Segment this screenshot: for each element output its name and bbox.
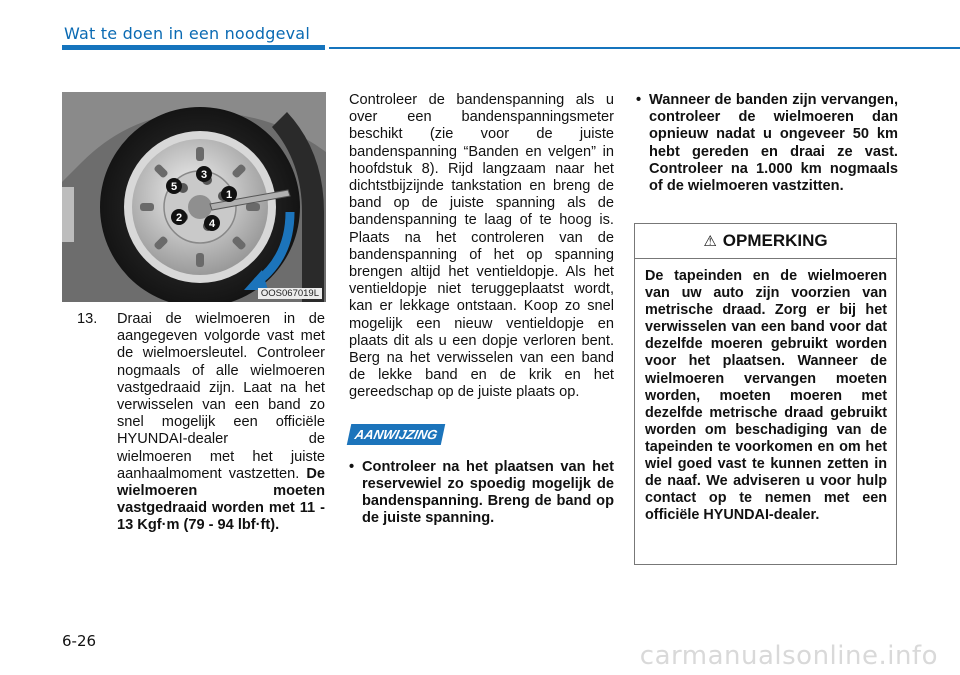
- header-rule-thick: [62, 45, 325, 50]
- lug-number-5: 5: [170, 181, 178, 193]
- section-title: Wat te doen in een noodgeval: [64, 24, 310, 43]
- left-column: [77, 311, 325, 535]
- notice-badge: AANWIJZING: [347, 424, 446, 445]
- header-rule-thin: [329, 47, 960, 49]
- lug-number-2: 2: [175, 212, 183, 224]
- tire-pressure-paragraph: Controleer de bandenspanning als u over een bandenspanningsmeter beschikt (zie voor de juiste bandenspanning “Banden en velgen” in hoofdstuk 8). Rijd langzaam naar het dichtstbijzijnde tankstation en breng de band op de juiste spanning als de bandenspanning te laag of te hoog is. Plaats na het controleren van de bandenspanning of het op spanning brengen altijd het ventieldopje. Als het ventieldopje niet teruggeplaatst wordt, kan er lekkage ontstaan. Koop zo snel mogelijk een nieuw ventieldopje en plaats dit als u een dopje verloren bent. Berg na het verwisselen van een band de lekke band en de krik en het gereedschap op de juiste plaats op.: [349, 92, 614, 401]
- caution-box: [634, 223, 897, 565]
- notice-bullet-text: Controleer na het plaatsen van het reservewiel zo spoedig mogelijk de bandenspanning. Breng de band op de juiste spanning.: [362, 458, 614, 527]
- watermark: carmanualsonline.info: [639, 641, 938, 671]
- step-text-bold: De wielmoeren moeten vastgedraaid worden met 11 - 13 Kgf·m (79 - 94 lbf·ft).: [117, 465, 325, 534]
- step-text: [117, 311, 325, 535]
- bullet-dot: •: [349, 458, 355, 475]
- lug-number-4: 4: [208, 218, 216, 230]
- notice-bullet: [349, 459, 614, 528]
- wheel-drawing: [62, 92, 326, 302]
- page-number: 6-26: [62, 632, 97, 650]
- caution-title: OPMERKING: [722, 231, 828, 250]
- bullet-dot: •: [636, 92, 642, 108]
- step-13: [77, 311, 325, 535]
- right-bullet-text: Wanneer de banden zijn vervangen, controleer de wielmoeren dan opnieuw nadat u ongeveer 50 km hebt gereden en draai ze vast. Controleer na 1.000 km nogmaals of de wielmoeren vastzitten.: [649, 92, 898, 195]
- middle-column: [349, 92, 614, 528]
- figure-code: OOS067019L: [258, 288, 322, 299]
- lug-number-3: 3: [200, 169, 208, 181]
- caution-text: De tapeinden en de wielmoeren van uw auto zijn voorzien van metrische draad. Zorg er bij het verwisselen van een band voor dat dezelfde moeren gebruikt worden voor het plaatsen. Wanneer de wielmoeren vervangen moeten worden, moeten moeren met dezelfde metrische draad gebruikt worden om beschadiging van de tapeinden te voorkomen en om het wiel goed vast te kunnen zetten in de naaf. We adviseren u voor hulp contact op te nemen met een officiële HYUNDAI-dealer.: [645, 268, 887, 524]
- wheel-illustration: [62, 92, 326, 302]
- caution-header: [635, 224, 896, 259]
- warning-icon: ⚠: [703, 233, 717, 250]
- right-column: [636, 92, 898, 195]
- right-bullet: [636, 92, 898, 195]
- lug-number-1: 1: [225, 189, 233, 201]
- step-text-regular: Draai de wielmoeren in de aangegeven volgorde vast met de wielmoersleutel. Controleer nogmaals of alle wielmoeren vastgedraaid zijn. Laat na het verwisselen van een band zo snel mogelijk een officiële HYUNDAI-dealer de wielmoeren met het juiste aanhaalmoment vastzetten.: [117, 311, 325, 482]
- step-number: 13.: [77, 311, 98, 327]
